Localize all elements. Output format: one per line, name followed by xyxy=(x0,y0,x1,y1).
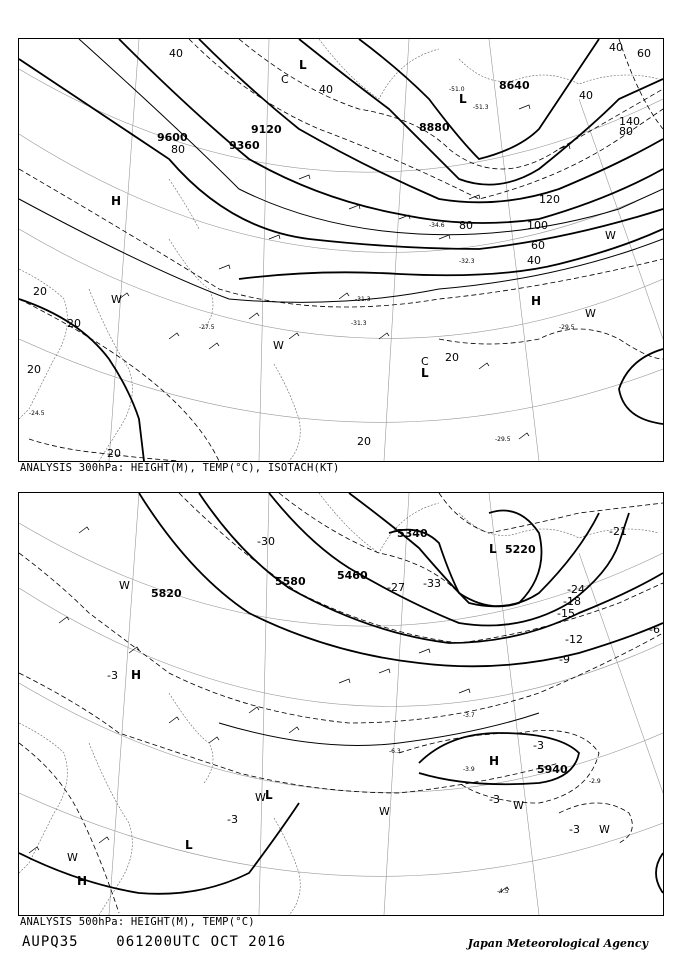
temp-label: -27.5 xyxy=(199,324,215,331)
temp-label: -3 xyxy=(489,793,500,806)
graticule-500 xyxy=(19,493,663,915)
temp-label: -33 xyxy=(423,577,441,590)
temp-label: -31.3 xyxy=(351,320,367,327)
high-center-symbol: H xyxy=(131,668,142,682)
height-label: 9120 xyxy=(251,123,282,136)
isotach-label: 20 xyxy=(445,351,459,364)
temp-label: -29.5 xyxy=(495,436,511,443)
warm-center-symbol: W xyxy=(585,307,596,320)
temp-label: -18 xyxy=(563,595,581,608)
warm-center-symbol: W xyxy=(379,805,390,818)
chart-footer xyxy=(22,934,286,950)
height-label: 5460 xyxy=(337,569,368,582)
height-label: 5820 xyxy=(151,587,182,600)
isotach-label: 20 xyxy=(357,435,371,448)
warm-center-symbol: W xyxy=(513,799,524,812)
temp-label: -21 xyxy=(609,525,627,538)
temp-label: -6 xyxy=(649,623,660,636)
temp-label: -3.9 xyxy=(463,766,475,773)
isotach-label: 40 xyxy=(169,47,183,60)
caption-300hpa: ANALYSIS 300hPa: HEIGHT(M), TEMP(°C), ISOTACH(KT) xyxy=(20,462,340,474)
high-center-symbol: H xyxy=(77,874,88,888)
caption-500hpa: ANALYSIS 500hPa: HEIGHT(M), TEMP(°C) xyxy=(20,916,255,928)
temp-label: -31.3 xyxy=(355,296,371,303)
isotach-label: 40 xyxy=(579,89,593,102)
temp-label: -30 xyxy=(257,535,275,548)
temp-label: -3 xyxy=(533,739,544,752)
isotach-label: 140 xyxy=(619,115,640,128)
temp-label: -6.3 xyxy=(389,748,401,755)
temp-label: -3 xyxy=(107,669,118,682)
temp-label: -34.6 xyxy=(429,222,445,229)
isotach-label: 80 xyxy=(459,219,473,232)
warm-center-symbol: W xyxy=(111,293,122,306)
warm-center-symbol: W xyxy=(119,579,130,592)
isotach-label: 120 xyxy=(539,193,560,206)
temp-label: -3 xyxy=(569,823,580,836)
isotach-label: 40 xyxy=(609,41,623,54)
low-center-symbol: L xyxy=(459,92,467,106)
warm-center-symbol: W xyxy=(255,791,266,804)
isotach-label: 60 xyxy=(637,47,651,60)
low-center-symbol: L xyxy=(185,838,193,852)
isotherms-300 xyxy=(19,39,663,461)
isotherms-500 xyxy=(19,493,663,913)
height-contours-500 xyxy=(19,493,663,894)
temp-label: -3.7 xyxy=(463,712,475,719)
height-label: 5580 xyxy=(275,575,306,588)
valid-time: 061200UTC OCT 2016 xyxy=(116,934,287,950)
temp-label: -2.9 xyxy=(589,778,601,785)
temp-label: -4.5 xyxy=(497,888,509,895)
warm-center-symbol: W xyxy=(67,851,78,864)
isotach-label: 80 xyxy=(619,125,633,138)
cold-center-symbol: C xyxy=(281,73,289,86)
isotach-label: 20 xyxy=(27,363,41,376)
chart-code: AUPQ35 xyxy=(22,934,79,950)
warm-center-symbol: W xyxy=(273,339,284,352)
isotach-label: 40 xyxy=(527,254,541,267)
temp-label: -3 xyxy=(227,813,238,826)
map-500hpa xyxy=(19,493,663,915)
height-label: 5220 xyxy=(505,543,536,556)
height-label: 5940 xyxy=(537,763,568,776)
temp-label: -27 xyxy=(387,581,405,594)
low-center-symbol: L xyxy=(421,366,429,380)
low-center-symbol: L xyxy=(265,788,273,802)
height-label: 9600 xyxy=(157,131,188,144)
isotach-label: 100 xyxy=(527,219,548,232)
cold-center-symbol: C xyxy=(421,355,429,368)
temp-label: -51.3 xyxy=(473,104,489,111)
height-label: 8640 xyxy=(499,79,530,92)
warm-center-symbol: W xyxy=(599,823,610,836)
high-center-symbol: H xyxy=(111,194,122,208)
height-label: 5340 xyxy=(397,527,428,540)
low-center-symbol: L xyxy=(489,542,497,556)
high-center-symbol: H xyxy=(531,294,542,308)
map-panel-500hpa xyxy=(18,492,664,916)
height-label: 9360 xyxy=(229,139,260,152)
agency-name: Japan Meteorological Agency xyxy=(467,937,648,950)
high-center-symbol: H xyxy=(489,754,500,768)
isotach-label: 60 xyxy=(531,239,545,252)
isotach-label: 20 xyxy=(67,317,81,330)
map-panel-300hpa xyxy=(18,38,664,462)
temp-label: -24 xyxy=(567,583,585,596)
warm-center-symbol: W xyxy=(605,229,616,242)
temp-label: -51.0 xyxy=(449,86,465,93)
temp-label: -9 xyxy=(559,653,570,666)
map-300hpa xyxy=(19,39,663,461)
temp-label: -24.5 xyxy=(29,410,45,417)
temp-label: -12 xyxy=(565,633,583,646)
isotherm-thin-500 xyxy=(219,713,539,746)
temp-label: -29.5 xyxy=(559,324,575,331)
temp-label: -32.3 xyxy=(459,258,475,265)
temp-label: -15 xyxy=(557,607,575,620)
height-label: 8880 xyxy=(419,121,450,134)
isotach-label: 40 xyxy=(319,83,333,96)
low-center-symbol: L xyxy=(299,58,307,72)
isotach-label: 20 xyxy=(107,447,121,460)
isotach-label: 80 xyxy=(171,143,185,156)
isotach-label: 20 xyxy=(33,285,47,298)
